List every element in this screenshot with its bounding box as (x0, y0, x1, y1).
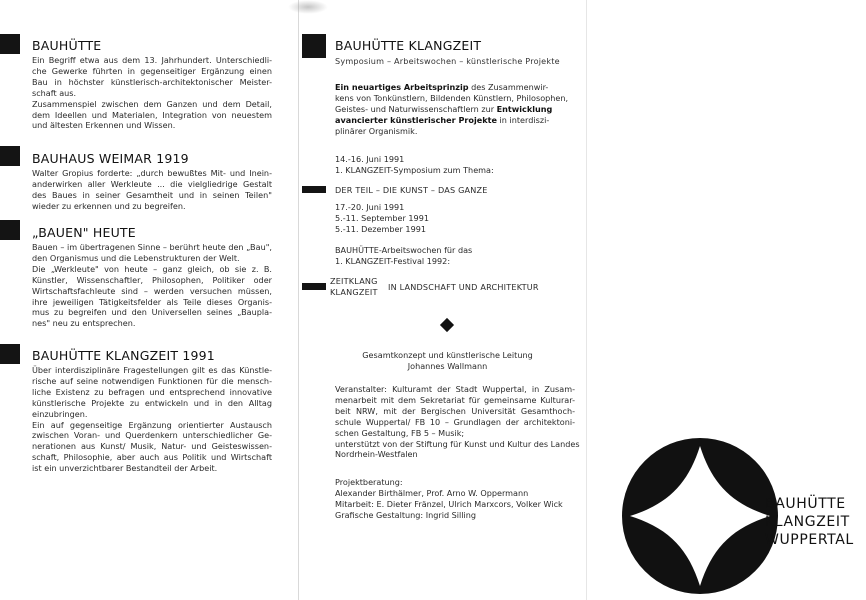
text-line (335, 82, 570, 93)
text-line: Ein auf gegenseitige Ergänzung orientierter Austausch (32, 419, 272, 430)
print-smudge (288, 0, 328, 14)
text-line: nes" neu zu entsprechen. (32, 318, 136, 329)
text-line: zwischen Voran- und Querdenkern unterschiedlicher Ge- (32, 430, 272, 441)
theme-marker (302, 186, 326, 193)
text-line: ist ein unverzichtbarer Bestandteil der Arbeit. (32, 463, 218, 474)
emphasis: avancierter künstlerischer Projekte (335, 114, 497, 125)
section-heading: BAUHAUS WEIMAR 1919 (32, 151, 189, 166)
fold-line (586, 0, 587, 600)
text-line: einzubringen. (32, 408, 88, 419)
text-line: che Gewerke führten in gegenseitiger Ergänzung einen (32, 65, 272, 76)
workshop-date: 17.-20. Juni 1991 (335, 202, 405, 212)
workshop-date: 5.-11. Dezember 1991 (335, 223, 427, 234)
text-line: und ältesten Erkennen und Wissen. (32, 120, 176, 131)
symposium-block (335, 154, 494, 176)
text-line: den Organismus und die Lebenstrukturen der Welt. (32, 252, 240, 263)
section-heading: BAUHÜTTE KLANGZEIT 1991 (32, 348, 215, 363)
section-body (32, 242, 272, 329)
text-line: wieder zu erkennen und zu begreifen. (32, 200, 186, 211)
section-marker (0, 146, 20, 166)
text-line: dem Ideellen und Materialen, Integration von neuestem (32, 109, 272, 120)
text-run: in interdiszi- (496, 114, 550, 125)
text-line (335, 104, 570, 115)
section-marker (0, 34, 20, 54)
section-heading: BAUHÜTTE (32, 38, 102, 53)
text-run: Geistes- und Naturwissenschaftlern zur (335, 103, 497, 114)
text-line: schen Gestaltung, FB 5 – Musik; (335, 427, 465, 438)
text-line: kens von Tonkünstlern, Bildenden Künstlern, Philosophen, (335, 92, 569, 103)
emphasis: Entwicklung (496, 103, 553, 114)
text-line: mus zu begreifen und den Universellen seines „Baupla- (32, 307, 272, 318)
text-line: Projektberatung: (335, 477, 403, 487)
fold-line (298, 0, 299, 600)
brochure-title: BAUHÜTTE KLANGZEIT (335, 38, 482, 53)
concept-name: Johannes Wallmann (407, 361, 488, 371)
text-line: schule Wuppertal/ FB 10 – Grundlagen der architektoni- (335, 416, 575, 427)
text-line: Zusammenspiel zwischen dem Ganzen und dem Detail, (32, 98, 272, 109)
text-line: Veranstalter: Kulturamt der Stadt Wuppertal, in Zusam- (335, 384, 575, 394)
symposium-dates: 14.-16. Juni 1991 (335, 154, 405, 164)
logo-text: KLANGZEIT (765, 514, 850, 530)
organizer-block (335, 384, 580, 460)
credits-block (335, 477, 575, 521)
star-circle-logo-icon (620, 436, 780, 596)
text-line: unterstützt von der Stiftung für Kunst und Kultur des Landes (335, 438, 580, 449)
workshop-date: 5.-11. September 1991 (335, 212, 429, 223)
text-line: anderwirken aller Werkleute ... die vielgliedrige Gestalt (32, 178, 272, 189)
section-body (32, 55, 272, 131)
text-line: plinärer Organismik. (335, 125, 418, 136)
text-line: menarbeit mit dem Sekretariat für gemeinsame Kulturar- (335, 394, 575, 405)
festival-subtitle: IN LANDSCHAFT UND ARCHITEKTUR (388, 282, 539, 292)
workshop-dates (335, 202, 429, 235)
section-marker (0, 344, 20, 364)
brochure-subtitle: Symposium – Arbeitswochen – künstlerische Projekte (335, 56, 560, 66)
text-line: liche Existenz zu befragen und entsprechend innovative (32, 386, 272, 397)
text-line: Grafische Gestaltung: Ingrid Silling (335, 509, 477, 520)
text-line: ihre jeweiligen Tätigkeitsfelder als Teile dieses Organis- (32, 296, 272, 307)
text-line: Bauen – im übertragenen Sinne – berührt heute den „Bau", (32, 242, 272, 252)
symposium-theme: DER TEIL – DIE KUNST – DAS GANZE (335, 185, 488, 195)
text-line: schaft, Philosophie, aber auch aus Politik und Wirtschaft (32, 452, 272, 463)
text-line: künstlerische Projekte zu entwickeln und in den Alltag (32, 397, 272, 408)
text-line (335, 115, 570, 126)
text-line: Über interdisziplinäre Fragestellungen gilt es das Künstle- (32, 365, 272, 375)
text-line: beit NRW, mit der Bergischen Universität Gesamthoch- (335, 405, 575, 416)
section-heading: „BAUEN" HEUTE (32, 225, 136, 240)
text-line: 1. KLANGZEIT-Festival 1992: (335, 255, 451, 266)
text-line: Ein Begriff etwa aus dem 13. Jahrhundert. Unterschiedli- (32, 55, 272, 65)
title-marker (302, 34, 326, 58)
text-line: rische auf seine notwendigen Funktionen für die mensch- (32, 375, 272, 386)
section-marker (0, 220, 20, 240)
text-line: schaft aus. (32, 87, 77, 98)
text-line: Bau in höchster künstlerisch-architektonischer Meister- (32, 76, 272, 87)
text-line: Alexander Birthälmer, Prof. Arno W. Oppermann (335, 487, 529, 498)
concept-title: Gesamtkonzept und künstlerische Leitung (362, 350, 533, 360)
text-line: Walter Gropius forderte: „durch bewußtes Mit- und Inein- (32, 168, 272, 178)
text-line: BAUHÜTTE-Arbeitswochen für das (335, 245, 473, 255)
emphasis: Ein neuartiges Arbeitsprinzip (335, 82, 469, 92)
section-body (32, 365, 272, 474)
symposium-text: 1. KLANGZEIT-Symposium zum Thema: (335, 164, 494, 175)
text-line: Mitarbeit: E. Dieter Fränzel, Ulrich Marxcors, Volker Wick (335, 498, 563, 509)
text-run: des Zusammenwir- (468, 82, 549, 92)
logo-text: WUPPERTAL (765, 532, 854, 548)
logo-text: BAUHÜTTE (765, 496, 846, 512)
text-line: Nordrhein-Westfalen (335, 449, 418, 460)
text-line: des Baues in seiner Gesamtheit und in seinen Teilen" (32, 189, 272, 200)
intro-paragraph (335, 82, 570, 137)
text-line: KLANGZEIT (330, 286, 378, 297)
festival-marker (302, 283, 326, 290)
text-line: ZEITKLANG (330, 276, 378, 286)
workshop-text (335, 245, 472, 267)
text-line: Die „Werkleute" von heute – ganz gleich, ob sie z. B. (32, 263, 272, 274)
text-line: nerationen aus Kunst/ Musik, Natur- und Geisteswissen- (32, 441, 272, 452)
text-line: Wirtschaftsfachleute sind – werden versuchen müssen, (32, 285, 272, 296)
festival-title (330, 276, 378, 298)
section-body (32, 168, 272, 212)
text-line: Künstler, Wissenschaftler, Philosophen, Politiker oder (32, 274, 272, 285)
